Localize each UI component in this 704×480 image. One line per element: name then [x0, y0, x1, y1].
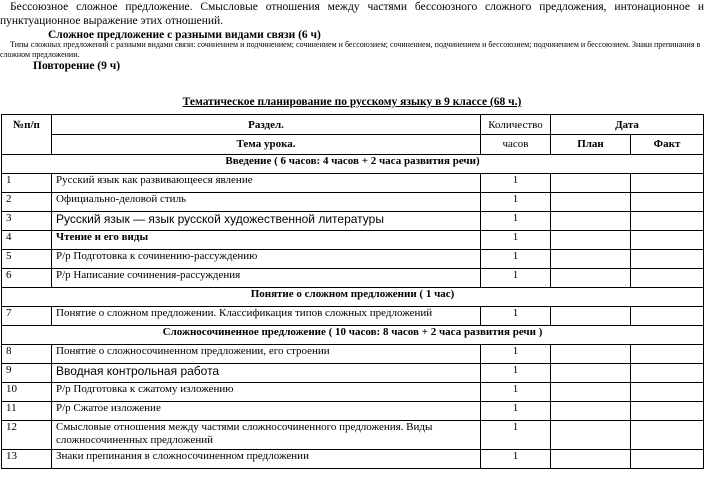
planning-title: Тематическое планирование по русскому языку в 9 классе (68 ч.): [182, 96, 522, 108]
row-num: 12: [2, 421, 52, 450]
row-topic: Понятие о сложносочиненном предложении, его строении: [52, 345, 481, 364]
row-fact: [631, 250, 704, 269]
table-row: [2, 269, 704, 288]
row-topic: Официально-деловой стиль: [52, 193, 481, 212]
row-num: 2: [2, 193, 52, 212]
section-row: Введение ( 6 часов: 4 часов + 2 часа развития речи): [2, 155, 704, 174]
row-num: 8: [2, 345, 52, 364]
row-topic: Русский язык — язык русской художественной литературы: [52, 212, 481, 231]
row-plan: [551, 174, 631, 193]
row-hours: 1: [481, 450, 551, 469]
table-row: [2, 450, 704, 469]
table-row: [2, 212, 704, 231]
row-topic: Р/р Написание сочинения-рассуждения: [52, 269, 481, 288]
row-fact: [631, 193, 704, 212]
row-hours: 1: [481, 250, 551, 269]
row-num: 1: [2, 174, 52, 193]
header-count-line1: Количество: [488, 119, 543, 131]
row-hours: 1: [481, 231, 551, 250]
section-row: Сложносочиненное предложение ( 10 часов: 8 часов + 2 часа развития речи ): [2, 326, 704, 345]
row-plan: [551, 212, 631, 231]
intro-paragraph: Бессоюзное сложное предложение. Смысловые отношения между частями бессоюзного сложного предложения, интонационное и пунктуационное выражение этих отношений.: [0, 1, 704, 27]
table-row: [2, 250, 704, 269]
section-heading-repeat: Повторение (9 ч): [33, 60, 121, 72]
row-hours: 1: [481, 193, 551, 212]
header-plan: План: [551, 135, 631, 155]
section-row: Понятие о сложном предложении ( 1 час): [2, 288, 704, 307]
table-row: [2, 421, 704, 450]
row-fact: [631, 345, 704, 364]
table-row: [2, 383, 704, 402]
row-hours: 1: [481, 383, 551, 402]
row-plan: [551, 193, 631, 212]
row-topic: Смысловые отношения между частями сложносочиненного предложения. Виды сложносочиненных предложений: [52, 421, 481, 450]
header-count-line2: часов: [481, 135, 551, 155]
row-topic: Понятие о сложном предложении. Классификация типов сложных предложений: [52, 307, 481, 326]
row-topic: Знаки препинания в сложносочиненном предложении: [52, 450, 481, 469]
row-fact: [631, 231, 704, 250]
table-row: [2, 364, 704, 383]
table-row: [2, 345, 704, 364]
row-topic: Русский язык как развивающееся явление: [52, 174, 481, 193]
row-topic: Р/р Сжатое изложение: [52, 402, 481, 421]
table-row: [2, 402, 704, 421]
row-topic: Р/р Подготовка к сочинению-рассуждению: [52, 250, 481, 269]
row-plan: [551, 402, 631, 421]
header-fact: Факт: [631, 135, 704, 155]
table-row: [2, 307, 704, 326]
table-row: [2, 193, 704, 212]
row-num: 9: [2, 364, 52, 383]
row-num: 13: [2, 450, 52, 469]
header-count: [481, 115, 551, 135]
row-hours: 1: [481, 364, 551, 383]
row-num: 7: [2, 307, 52, 326]
header-date: Дата: [551, 115, 704, 135]
row-fact: [631, 174, 704, 193]
row-plan: [551, 383, 631, 402]
row-fact: [631, 383, 704, 402]
row-hours: 1: [481, 345, 551, 364]
row-topic: Чтение и его виды: [52, 231, 481, 250]
row-plan: [551, 450, 631, 469]
row-plan: [551, 421, 631, 450]
row-hours: 1: [481, 421, 551, 450]
row-fact: [631, 269, 704, 288]
table-row: [2, 174, 704, 193]
header-num: №п/п: [2, 115, 52, 155]
row-fact: [631, 421, 704, 450]
row-num: 6: [2, 269, 52, 288]
row-num: 10: [2, 383, 52, 402]
row-fact: [631, 307, 704, 326]
row-num: 4: [2, 231, 52, 250]
row-hours: 1: [481, 212, 551, 231]
row-num: 11: [2, 402, 52, 421]
row-plan: [551, 307, 631, 326]
row-plan: [551, 231, 631, 250]
row-plan: [551, 345, 631, 364]
table-row: [2, 231, 704, 250]
row-topic: Р/р Подготовка к сжатому изложению: [52, 383, 481, 402]
row-num: 3: [2, 212, 52, 231]
planning-table: [1, 114, 704, 469]
row-fact: [631, 212, 704, 231]
row-hours: 1: [481, 307, 551, 326]
row-hours: 1: [481, 269, 551, 288]
row-plan: [551, 269, 631, 288]
row-hours: 1: [481, 402, 551, 421]
row-hours: 1: [481, 174, 551, 193]
header-section: Раздел.: [52, 115, 481, 135]
row-fact: [631, 450, 704, 469]
section-heading-mixed: Сложное предложение с разными видами связи (6 ч): [48, 29, 321, 41]
section-description-mixed: Типы сложных предложений с разными видами связи: сочинением и подчинением; сочинением и бессоюзием; сочинением, подчинением и бессоюзием; подчинением и бессоюзием. Знаки препинания в сложном предложении.: [0, 40, 701, 59]
row-plan: [551, 250, 631, 269]
row-fact: [631, 402, 704, 421]
row-plan: [551, 364, 631, 383]
row-fact: [631, 364, 704, 383]
row-num: 5: [2, 250, 52, 269]
row-topic: Вводная контрольная работа: [52, 364, 481, 383]
header-topic: Тема урока.: [52, 135, 481, 155]
